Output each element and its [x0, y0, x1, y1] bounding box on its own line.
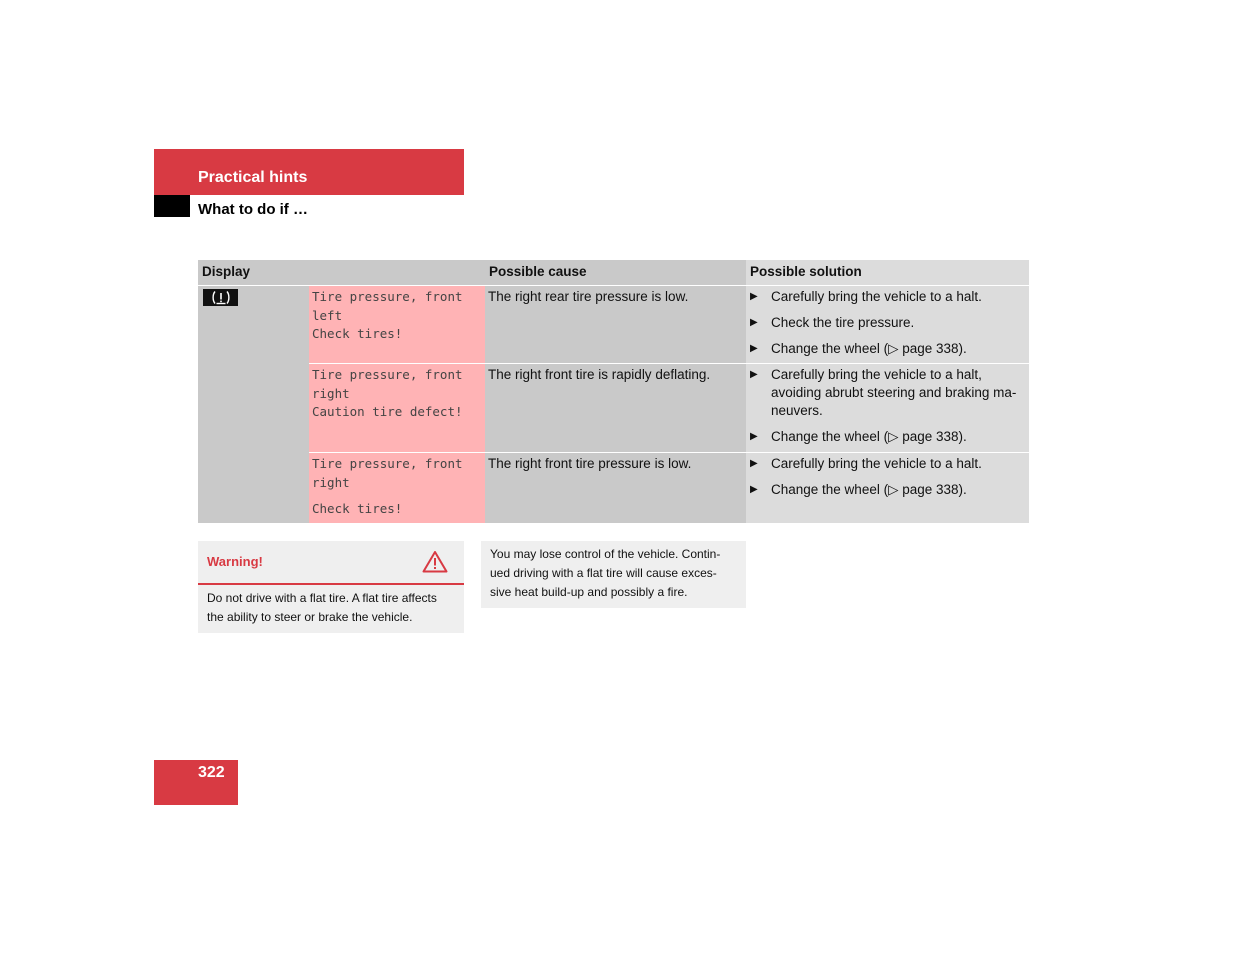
solution-item: [750, 366, 1025, 420]
display-message-line: Tire pressure, front: [312, 367, 463, 382]
possible-cause-cell: The right front tire pressure is low.: [485, 453, 746, 523]
table-row: [309, 285, 1029, 363]
tire-pressure-warning-icon: [203, 289, 238, 306]
display-messages-table: [198, 260, 1029, 523]
bullet-arrow-icon: ▶: [750, 458, 758, 469]
solution-text: Carefully bring the vehicle to a halt.: [771, 289, 982, 304]
display-icon-cell: [198, 285, 309, 523]
solution-text: Change the wheel (▷ page 338).: [771, 429, 967, 444]
display-message-line: Caution tire defect!: [312, 404, 463, 419]
solution-text: Carefully bring the vehicle to a halt.: [771, 456, 982, 471]
header-possible-solution: Possible solution: [746, 260, 1029, 285]
solution-item: [750, 428, 1025, 446]
table-header-row: [198, 260, 1029, 285]
table-row: [309, 452, 1029, 523]
display-message-cell: [309, 364, 485, 452]
bullet-arrow-icon: ▶: [750, 484, 758, 495]
page-number: 322: [198, 764, 225, 781]
bullet-arrow-icon: ▶: [750, 343, 758, 354]
display-message-line: right: [312, 385, 350, 401]
header-display: Display: [202, 264, 251, 279]
solution-item: [750, 314, 1025, 332]
possible-solution-cell: [746, 453, 1029, 523]
table-row: [309, 363, 1029, 452]
solution-item: [750, 288, 1025, 306]
warning-triangle-icon: [422, 550, 448, 578]
table-body: [198, 285, 1029, 523]
bullet-arrow-icon: ▶: [750, 291, 758, 302]
warning-box: [198, 541, 464, 633]
subsection-title: What to do if …: [198, 201, 308, 218]
possible-solution-cell: [746, 364, 1029, 452]
display-message-line: right: [312, 474, 350, 490]
bullet-arrow-icon: ▶: [750, 369, 758, 380]
bullet-arrow-icon: ▶: [750, 317, 758, 328]
display-message-cell: [309, 453, 485, 523]
display-message-line: Check tires!: [312, 501, 403, 516]
display-message-line: Tire pressure, front: [312, 456, 463, 471]
warning-label: Warning!: [207, 554, 263, 569]
section-title: Practical hints: [198, 169, 308, 186]
header-possible-cause: Possible cause: [489, 264, 587, 279]
warning-header: [198, 541, 464, 585]
spacer: [312, 492, 482, 500]
display-message-line: Tire pressure, front: [312, 289, 463, 304]
display-message-line: left: [312, 307, 343, 323]
solution-text: Check the tire pressure.: [771, 315, 915, 330]
solution-text: Carefully bring the vehicle to a halt, avoiding abrubt steering and braking ma-neuvers.: [771, 367, 1017, 418]
warning-text: Do not drive with a flat tire. A flat tire affects the ability to steer or brake the vehicle.: [207, 591, 437, 624]
display-message-line: Check tires!: [312, 326, 403, 341]
table-rows: [309, 285, 1029, 523]
possible-solution-cell: [746, 286, 1029, 363]
solution-item: [750, 455, 1025, 473]
solution-item: [750, 481, 1025, 499]
warning-continuation: You may lose control of the vehicle. Contin-ued driving with a flat tire will cause exces-sive heat build-up and possibly a fire.: [481, 541, 746, 608]
page-number-box: [154, 760, 238, 805]
possible-cause-cell: The right rear tire pressure is low.: [485, 286, 746, 363]
possible-cause-cell: The right front tire is rapidly deflating.: [485, 364, 746, 452]
solution-text: Change the wheel (▷ page 338).: [771, 341, 967, 356]
display-message-cell: [309, 286, 485, 363]
bullet-arrow-icon: ▶: [750, 431, 758, 442]
subsection-marker: [154, 195, 190, 217]
solution-text: Change the wheel (▷ page 338).: [771, 482, 967, 497]
solution-item: [750, 340, 1025, 358]
